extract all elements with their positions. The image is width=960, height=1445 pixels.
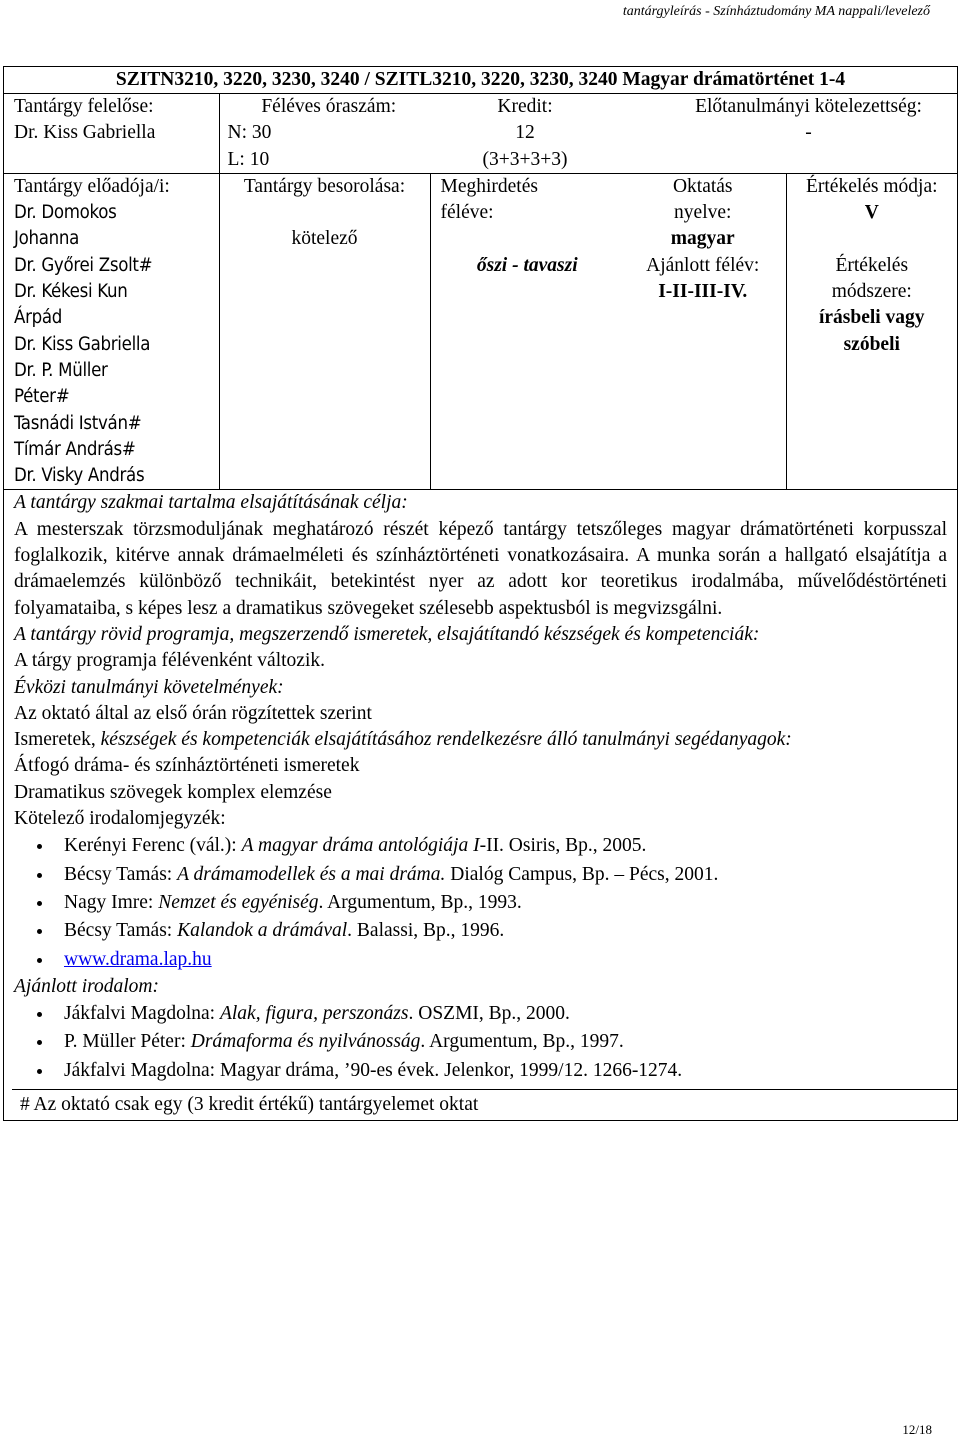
lecturer: Árpád <box>14 307 63 329</box>
list-item: • Nagy Imre: Nemzet és egyéniség. Argumentum, Bp., 1993. <box>54 889 947 917</box>
list-item: • Bécsy Tamás: Kalandok a drámával. Balassi, Bp., 1996. <box>54 917 947 945</box>
mandatory-reading-list <box>14 832 947 973</box>
list-item: • Kerényi Ferenc (vál.): A magyar dráma antológiája I-II. Osiris, Bp., 2005. <box>54 832 947 860</box>
lecturers-list <box>14 200 219 489</box>
credit-label: Kredit: <box>497 96 553 117</box>
eval-method-value-1: írásbeli vagy <box>818 307 925 329</box>
eval-method-label-1: Értékelés <box>835 254 909 276</box>
footnote: # Az oktató csak egy (3 kredit értékű) tantárgyelemet oktat <box>12 1089 957 1120</box>
prereq-value: - <box>805 122 812 144</box>
course-title: SZITN3210, 3220, 3230, 3240 / SZITL3210, 3220, 3230, 3240 Magyar drámatörténet 1-4 <box>4 67 957 94</box>
hours-label: Féléves óraszám: <box>261 96 397 117</box>
program-heading: A tantárgy rövid programja, megszerzendő ismeretek, elsajátítandó készségek és kompetenciák: <box>14 623 760 645</box>
eval-mode-label: Értékelés módja: <box>805 175 938 197</box>
drama-lap-link[interactable]: www.drama.lap.hu <box>64 948 212 970</box>
requirements-text: Az oktató által az első órán rögzítettek szerint <box>14 702 372 724</box>
aids-line: Dramatikus szövegek komplex elemzése <box>14 781 332 803</box>
hours-l: L: 10 <box>227 148 270 170</box>
language-value: magyar <box>670 228 735 250</box>
credit-breakdown: (3+3+3+3) <box>482 148 568 170</box>
aids-heading: Ismeretek, készségek és kompetenciák elsajátításához rendelkezésre álló tanulmányi segédanyagok: <box>14 729 792 751</box>
aids-line: Átfogó dráma- és színháztörténeti ismeretek <box>14 755 360 777</box>
goal-heading: A tantárgy szakmai tartalma elsajátításának célja: <box>14 492 408 514</box>
content-section <box>4 489 957 1085</box>
running-header: tantárgyleírás - Színháztudomány MA nappali/levelező <box>622 4 930 19</box>
list-item: • Bécsy Tamás: A drámamodellek és a mai dráma. Dialóg Campus, Bp. – Pécs, 2001. <box>54 861 947 889</box>
eval-mode-value: V <box>864 202 879 224</box>
responsible-label: Tantárgy felelőse: <box>14 96 154 117</box>
eval-method-value-2: szóbeli <box>843 333 900 355</box>
lecturer: Tasnádi István# <box>14 412 142 434</box>
lecturer: Dr. P. Müller <box>14 359 108 381</box>
hours-n: N: 30 <box>227 122 272 144</box>
rec-semester-value: I-II-III-IV. <box>658 281 748 303</box>
rec-semester-label: Ajánlott félév: <box>646 254 760 276</box>
credit-value: 12 <box>515 122 535 144</box>
recommended-reading-list <box>14 1000 947 1085</box>
announce-label-2: féléve: <box>440 202 494 224</box>
language-label-1: Oktatás <box>672 175 733 197</box>
lecturer: Péter# <box>14 386 70 408</box>
course-meta-table <box>4 94 957 489</box>
program-text: A tárgy programja félévenként változik. <box>14 650 325 672</box>
lecturer: Johanna <box>14 228 80 250</box>
prereq-label: Előtanulmányi kötelezettség: <box>695 96 922 117</box>
lecturer: Tímár András# <box>14 438 136 460</box>
classification-label: Tantárgy besorolása: <box>243 175 406 197</box>
list-item: • Jákfalvi Magdolna: Alak, figura, perszonázs. OSZMI, Bp., 2000. <box>54 1000 947 1028</box>
lecturers-label: Tantárgy előadója/i: <box>14 175 170 197</box>
list-item: • Jákfalvi Magdolna: Magyar dráma, ’90-es évek. Jelenkor, 1999/12. 1266-1274. <box>54 1057 947 1085</box>
course-description-table <box>3 66 958 1121</box>
lecturer: Dr. Győrei Zsolt# <box>14 254 153 276</box>
list-item: • P. Müller Péter: Drámaforma és nyilvánosság. Argumentum, Bp., 1997. <box>54 1028 947 1056</box>
page-number: 12/18 <box>902 1422 932 1437</box>
lecturer: Dr. Visky András <box>14 465 145 487</box>
language-label-2: nyelve: <box>674 202 732 224</box>
lecturer: Dr. Kékesi Kun <box>14 281 128 303</box>
responsible-value: Dr. Kiss Gabriella <box>14 122 156 144</box>
lecturer: Dr. Kiss Gabriella <box>14 333 151 355</box>
recommended-heading: Ajánlott irodalom: <box>14 975 159 997</box>
announce-value: őszi - tavaszi <box>476 254 578 276</box>
requirements-heading: Évközi tanulmányi követelmények: <box>14 676 284 698</box>
mandatory-heading: Kötelező irodalomjegyzék: <box>14 808 226 830</box>
eval-method-label-2: módszere: <box>831 281 912 303</box>
announce-label-1: Meghirdetés <box>440 175 538 197</box>
goal-text: A mesterszak törzsmoduljának meghatározó részét képező tantárgy tetszőleges magyar drámatörténeti korpusszal foglalkozik, kitérve annak drámaelméleti és színháztörténeti vonatkozásaira. A munka során a hallgató elsajátítja a drámaelemzés különböző technikáit, betekintést nyer az adott kor teoretikus irodalmába, művelődéstörténeti folyamataiba, s képes lesz a dramatikus szövegeket szélesebb aspektusból is megvizsgálni. <box>14 518 947 619</box>
classification-value: kötelező <box>291 228 358 250</box>
lecturer: Dr. Domokos <box>14 202 117 224</box>
list-item <box>54 946 947 974</box>
